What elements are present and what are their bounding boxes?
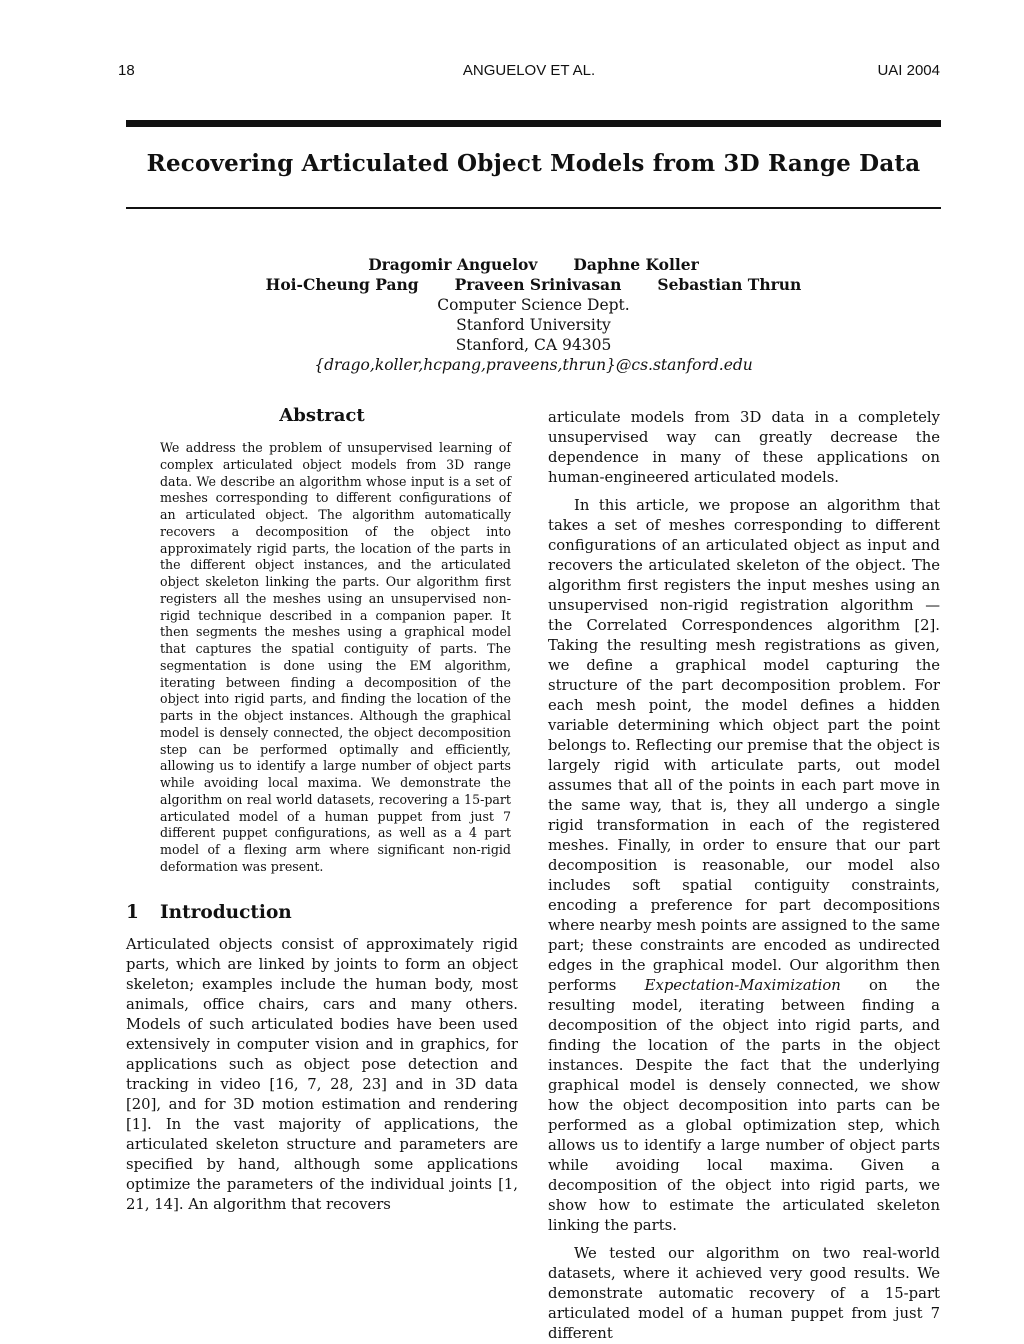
affiliation-address: Stanford, CA 94305 [455,336,612,354]
right-column [548,408,940,1344]
paper-title: Recovering Articulated Object Models from 3D Range Data [146,150,921,177]
section-title: Introduction [160,901,292,923]
section-heading-introduction [126,902,518,923]
author-name: Hoi-Cheung Pang [265,275,419,294]
affiliation-university: Stanford University [456,316,611,334]
paragraph-text: on the resulting model, iterating between finding a decomposition of the object into rigid parts, and finding the location of the parts in the object instances. Despite the fact that the underlying graphical model is densely connected, we show how the object decomposition into parts can be performed as a global optimization step, which allows us to identify a large number of object parts while avoiding local maxima. Given a decomposition of the object into rigid parts, we show how to estimate the articulated skeleton linking the parts. [548,977,941,1234]
author-block [126,255,941,375]
affiliation-department: Computer Science Dept. [437,296,630,314]
abstract-text: We address the problem of unsupervised learning of complex articulated object models from 3D range data. We describe an algorithm whose input is a set of meshes corresponding to different configurations of an articulated object. The algorithm automatically recovers a decomposition of the object into approximately rigid parts, the location of the parts in the different object instances, and the articulated object skeleton linking the parts. Our algorithm first registers all the meshes using an unsupervised non-rigid technique described in a companion paper. It then segments the meshes using a graphical model that captures the spatial contiguity of parts. The segmentation is done using the EM algorithm, iterating between finding a decomposition of the object into rigid parts, and finding the location of the parts in the object instances. Although the graphical model is densely connected, the object decomposition step can be performed optimally and efficiently, allowing us to identify a large number of object parts while avoiding local maxima. We demonstrate the algorithm on real world datasets, recovering a 15-part articulated model of a human puppet from just 7 different puppet configurations, as well as a 4 part model of a flexing arm where significant non-rigid deformation was present. [160,440,511,874]
body-paragraph-results: We tested our algorithm on two real-world datasets, where it achieved very good results. We demonstrate automatic recovery of a 15-part articulated model of a human puppet from just 7 different [548,1245,940,1342]
left-column [126,405,518,1215]
intro-paragraph-1: Articulated objects consist of approximately rigid parts, which are linked by joints to form an object skeleton; examples include the human body, most animals, office chairs, cars and many others. Models of such articulated bodies have been used extensively in computer vision and in graphics, for applications such as object pose detection and tracking in video [16, 7, 28, 23] and in 3D data [20], and for 3D motion estimation and rendering [1]. In the vast majority of applications, the articulated skeleton structure and parameters are specified by hand, although some applications optimize the parameters of the individual joints [1, 21, 14]. An algorithm that recovers [126,935,518,1213]
body-paragraph-method [548,496,940,1236]
page-number: 18 [118,62,135,79]
paragraph-text: In this article, we propose an algorithm that takes a set of meshes corresponding to different configurations of an articulated object as input and recovers the articulated skeleton of the object. The algorithm first registers the input meshes using an unsupervised non-rigid registration algorithm — the Correlated Correspondences algorithm [2]. Taking the resulting mesh registrations as given, we define a graphical model capturing the structure of the part decomposition problem. For each mesh point, the model defines a hidden variable determining which object part the point belongs to. Reflecting our premise that the object is largely rigid with articulate parts, out model assumes that all of the points in each part move in the same way, that is, they all undergo a single rigid transformation in each of the registered meshes. Finally, in order to ensure that our part decomposition is reasonable, our model also includes soft spatial contiguity constraints, encoding a preference for part decompositions where nearby mesh points are assigned to the same part; these constraints are encoded as undirected edges in the graphical model. Our algorithm then performs [548,497,940,994]
title-rule-bottom [126,207,941,209]
section-number: 1 [126,901,139,923]
emphasized-term: Expectation-Maximization [644,977,841,994]
running-header [118,62,940,84]
title-rule-top [126,120,941,127]
author-name: Praveen Srinivasan [454,275,622,294]
author-row-1 [126,255,941,275]
body-paragraph-continued: articulate models from 3D data in a completely unsupervised way can greatly decrease the dependence in many of these applications on human-engineered articulated models. [548,409,940,486]
author-email: {drago,koller,hcpang,praveens,thrun}@cs.stanford.edu [314,356,753,374]
running-authors: ANGUELOV ET AL. [462,62,596,79]
author-row-2 [126,275,941,295]
abstract-heading: Abstract [279,405,365,426]
venue-label: UAI 2004 [877,62,940,79]
author-name: Sebastian Thrun [657,275,802,294]
author-name: Daphne Koller [573,255,699,274]
author-name: Dragomir Anguelov [368,255,538,274]
